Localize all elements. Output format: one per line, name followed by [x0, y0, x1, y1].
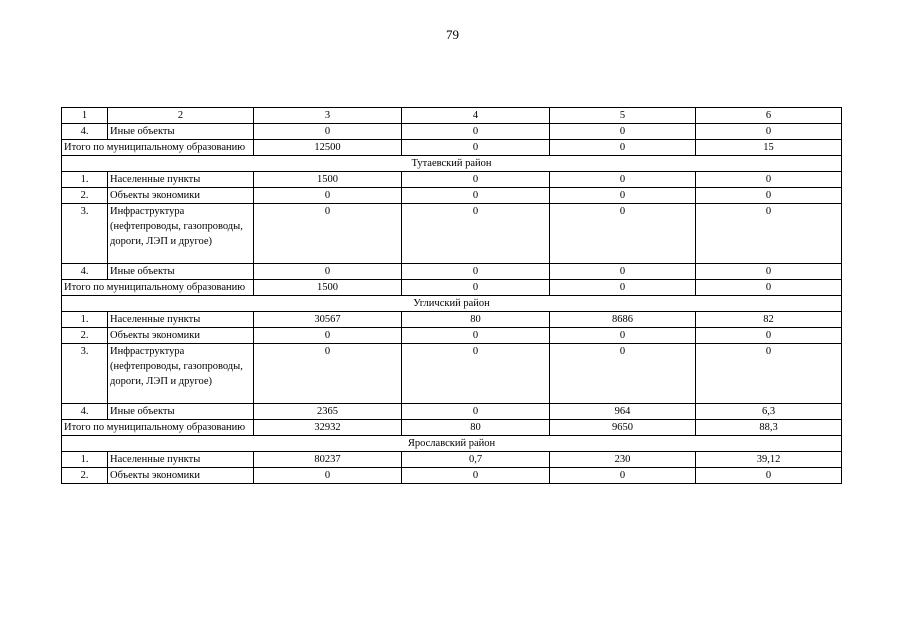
cell-col3: 1500	[254, 280, 402, 296]
cell-col5: 0	[550, 204, 696, 264]
header-cell: 1	[62, 108, 108, 124]
row-number: 4.	[62, 264, 108, 280]
cell-col5: 0	[550, 140, 696, 156]
page-number: 79	[446, 27, 459, 42]
cell-col5: 964	[550, 404, 696, 420]
table-row	[62, 404, 842, 420]
cell-col5: 0	[550, 328, 696, 344]
row-number: 2.	[62, 188, 108, 204]
row-number: 1.	[62, 312, 108, 328]
table-header-row	[62, 108, 842, 124]
row-name: Инфраструктура (нефтепроводы, газопроводы, дороги, ЛЭП и другое)	[108, 204, 254, 264]
cell-col4: 0	[402, 404, 550, 420]
cell-col6: 15	[696, 140, 842, 156]
cell-col5: 0	[550, 172, 696, 188]
cell-col6: 0	[696, 328, 842, 344]
cell-col5: 230	[550, 452, 696, 468]
cell-col5: 0	[550, 468, 696, 484]
row-name: Иные объекты	[108, 264, 254, 280]
cell-col3: 0	[254, 468, 402, 484]
cell-col6: 0	[696, 172, 842, 188]
row-number: 4.	[62, 124, 108, 140]
row-number: 2.	[62, 328, 108, 344]
header-cell: 3	[254, 108, 402, 124]
cell-col4: 0,7	[402, 452, 550, 468]
cell-col3: 0	[254, 344, 402, 404]
row-name: Иные объекты	[108, 124, 254, 140]
cell-col3: 0	[254, 124, 402, 140]
cell-col3: 2365	[254, 404, 402, 420]
cell-col6: 0	[696, 188, 842, 204]
table-row	[62, 172, 842, 188]
total-row	[62, 280, 842, 296]
header-cell: 2	[108, 108, 254, 124]
row-number: 4.	[62, 404, 108, 420]
cell-col5: 0	[550, 124, 696, 140]
cell-col6: 6,3	[696, 404, 842, 420]
cell-col4: 80	[402, 312, 550, 328]
row-name: Объекты экономики	[108, 188, 254, 204]
cell-col4: 0	[402, 188, 550, 204]
cell-col6: 0	[696, 264, 842, 280]
cell-col4: 0	[402, 328, 550, 344]
cell-col4: 0	[402, 140, 550, 156]
cell-col5: 0	[550, 188, 696, 204]
section-title: Тутаевский район	[62, 156, 842, 172]
row-name: Иные объекты	[108, 404, 254, 420]
total-row	[62, 420, 842, 436]
table-row	[62, 452, 842, 468]
cell-col4: 0	[402, 124, 550, 140]
cell-col6: 0	[696, 468, 842, 484]
cell-col5: 0	[550, 264, 696, 280]
cell-col6: 0	[696, 344, 842, 404]
cell-col6: 0	[696, 204, 842, 264]
cell-col5: 9650	[550, 420, 696, 436]
cell-col3: 0	[254, 188, 402, 204]
row-number: 1.	[62, 452, 108, 468]
cell-col4: 0	[402, 344, 550, 404]
row-name: Населенные пункты	[108, 312, 254, 328]
cell-col3: 1500	[254, 172, 402, 188]
row-number: 1.	[62, 172, 108, 188]
section-header-row	[62, 156, 842, 172]
cell-col4: 0	[402, 280, 550, 296]
cell-col3: 32932	[254, 420, 402, 436]
section-title: Ярославский район	[62, 436, 842, 452]
cell-col6: 82	[696, 312, 842, 328]
row-name: Объекты экономики	[108, 468, 254, 484]
cell-col3: 0	[254, 328, 402, 344]
total-label: Итого по муниципальному образованию	[62, 140, 254, 156]
table-row	[62, 312, 842, 328]
row-number: 2.	[62, 468, 108, 484]
cell-col6: 0	[696, 280, 842, 296]
cell-col6: 88,3	[696, 420, 842, 436]
table-row	[62, 188, 842, 204]
header-cell: 5	[550, 108, 696, 124]
cell-col5: 0	[550, 280, 696, 296]
header-cell: 6	[696, 108, 842, 124]
cell-col4: 0	[402, 172, 550, 188]
cell-col6: 0	[696, 124, 842, 140]
row-name: Объекты экономики	[108, 328, 254, 344]
cell-col3: 30567	[254, 312, 402, 328]
cell-col3: 12500	[254, 140, 402, 156]
cell-col4: 0	[402, 468, 550, 484]
total-row	[62, 140, 842, 156]
table-row	[62, 264, 842, 280]
cell-col3: 0	[254, 204, 402, 264]
row-name: Населенные пункты	[108, 452, 254, 468]
section-header-row	[62, 436, 842, 452]
section-title: Угличский район	[62, 296, 842, 312]
table-row	[62, 344, 842, 404]
table-row	[62, 204, 842, 264]
row-name: Инфраструктура (нефтепроводы, газопроводы, дороги, ЛЭП и другое)	[108, 344, 254, 404]
cell-col3: 80237	[254, 452, 402, 468]
cell-col5: 8686	[550, 312, 696, 328]
cell-col5: 0	[550, 344, 696, 404]
total-label: Итого по муниципальному образованию	[62, 420, 254, 436]
table-row	[62, 328, 842, 344]
cell-col3: 0	[254, 264, 402, 280]
cell-col4: 0	[402, 264, 550, 280]
cell-col6: 39,12	[696, 452, 842, 468]
header-cell: 4	[402, 108, 550, 124]
total-label: Итого по муниципальному образованию	[62, 280, 254, 296]
row-number: 3.	[62, 204, 108, 264]
data-table	[61, 107, 842, 484]
section-header-row	[62, 296, 842, 312]
row-number: 3.	[62, 344, 108, 404]
cell-col4: 0	[402, 204, 550, 264]
cell-col4: 80	[402, 420, 550, 436]
row-name: Населенные пункты	[108, 172, 254, 188]
table-row	[62, 468, 842, 484]
table-row	[62, 124, 842, 140]
